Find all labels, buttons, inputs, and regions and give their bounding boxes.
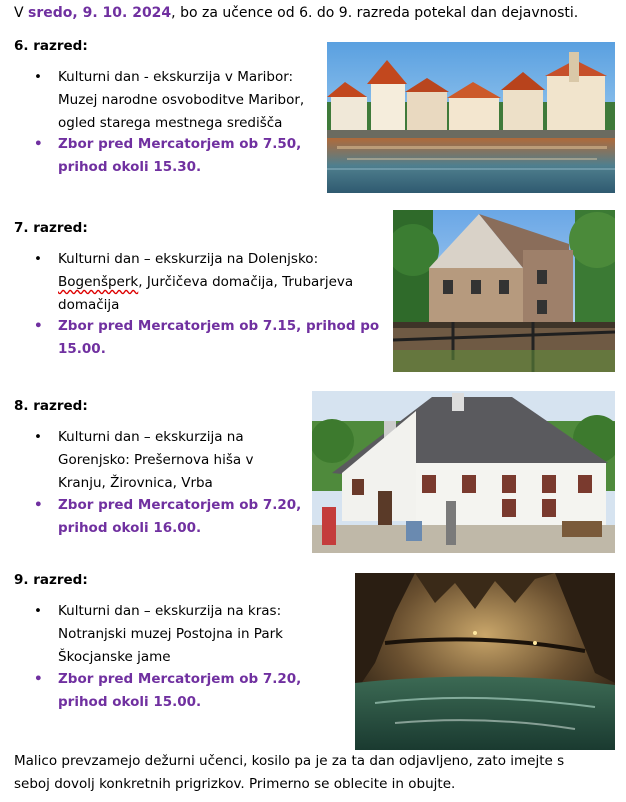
meeting-text-line: prihod okoli 15.00. bbox=[58, 694, 202, 710]
section-heading-9: 9. razred: bbox=[14, 572, 88, 588]
list-item bbox=[34, 66, 304, 135]
list-item bbox=[34, 248, 353, 317]
meeting-text-line: Zbor pred Mercatorjem ob 7.15, prihod po bbox=[58, 318, 380, 334]
list-item-meeting bbox=[34, 315, 379, 361]
meeting-text-line: prihod okoli 16.00. bbox=[58, 520, 202, 536]
intro-suffix: , bo za učence od 6. do 9. razreda potekal dan dejavnosti. bbox=[171, 5, 579, 21]
item-text-line: ogled starega mestnega središča bbox=[58, 115, 283, 131]
item-text-line: Kulturni dan – ekskurzija na Dolenjsko: bbox=[58, 251, 319, 267]
bullet-icon: • bbox=[34, 429, 42, 445]
intro-date: sredo, 9. 10. 2024 bbox=[28, 5, 172, 21]
meeting-text-line: 15.00. bbox=[58, 341, 106, 357]
meeting-text-line: Zbor pred Mercatorjem ob 7.20, bbox=[58, 671, 302, 687]
item-text-line: domačija bbox=[58, 297, 120, 313]
spell-underlined-word: Bogenšperk bbox=[58, 274, 139, 290]
bullet-icon: • bbox=[34, 318, 43, 334]
bullet-icon: • bbox=[34, 497, 43, 513]
meeting-text-line: Zbor pred Mercatorjem ob 7.20, bbox=[58, 497, 302, 513]
intro-prefix: V bbox=[14, 5, 29, 21]
list-item bbox=[34, 600, 283, 669]
list-item bbox=[34, 426, 253, 495]
meeting-text-line: Zbor pred Mercatorjem ob 7.50, bbox=[58, 136, 302, 152]
footer-line: seboj dovolj konkretnih prigrizkov. Primerno se oblecite in obujte. bbox=[14, 776, 456, 792]
item-text-line: Kulturni dan - ekskurzija v Maribor: bbox=[58, 69, 294, 85]
bullet-icon: • bbox=[34, 251, 42, 267]
list-item-meeting bbox=[34, 668, 301, 714]
footer-line: Malico prevzamejo dežurni učenci, kosilo pa je za ta dan odjavljeno, zato imejte s bbox=[14, 753, 565, 769]
section-heading-8: 8. razred: bbox=[14, 398, 88, 414]
item-text-line: Kulturni dan – ekskurzija na bbox=[58, 429, 244, 445]
section-heading-7: 7. razred: bbox=[14, 220, 88, 236]
stone-building-bogensperk-photo bbox=[393, 210, 615, 372]
section-heading-6: 6. razred: bbox=[14, 38, 88, 54]
skocjan-caves-photo bbox=[355, 573, 615, 750]
item-text-line: Muzej narodne osvoboditve Maribor, bbox=[58, 92, 305, 108]
item-text-line: Kranju, Žirovnica, Vrba bbox=[58, 475, 213, 491]
bullet-icon: • bbox=[34, 603, 42, 619]
item-text-rest: , Jurčičeva domačija, Trubarjeva bbox=[138, 274, 354, 290]
meeting-text-line: prihod okoli 15.30. bbox=[58, 159, 202, 175]
bullet-icon: • bbox=[34, 671, 43, 687]
presernova-hisa-photo bbox=[312, 391, 615, 553]
item-text-line: Gorenjsko: Prešernova hiša v bbox=[58, 452, 254, 468]
item-text-line: Kulturni dan – ekskurzija na kras: bbox=[58, 603, 282, 619]
item-text-line bbox=[58, 271, 353, 294]
item-text-line: Škocjanske jame bbox=[58, 649, 171, 665]
list-item-meeting bbox=[34, 494, 301, 540]
footer-text bbox=[14, 750, 614, 796]
item-text-line: Notranjski muzej Postojna in Park bbox=[58, 626, 283, 642]
list-item-meeting bbox=[34, 133, 301, 179]
intro-text bbox=[14, 5, 578, 21]
bullet-icon: • bbox=[34, 136, 43, 152]
maribor-river-town-photo bbox=[327, 42, 615, 193]
bullet-icon: • bbox=[34, 69, 42, 85]
